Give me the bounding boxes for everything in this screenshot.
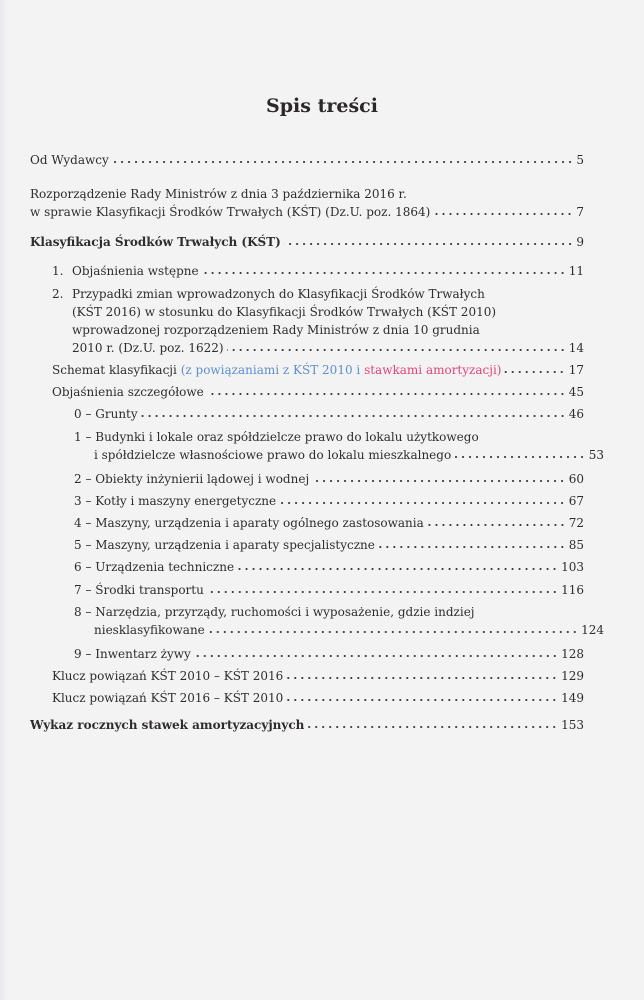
toc-entry-title-line: Rozporządzenie Rady Ministrów z dnia 3 października 2016 r. <box>30 187 407 201</box>
toc-entry-kotly[interactable] <box>74 492 584 510</box>
toc-page-number: 128 <box>561 647 584 661</box>
toc-entry-obiekty[interactable] <box>74 470 584 488</box>
toc-page-number: 149 <box>561 691 584 705</box>
toc-page-number: 14 <box>568 341 584 355</box>
toc-entry-schemat-klasyfikacji[interactable] <box>52 361 584 379</box>
toc-entry-przypadki-zmian[interactable] <box>52 285 584 357</box>
page-title: Spis treści <box>266 95 378 117</box>
toc-entry-title: 4 – Maszyny, urządzenia i aparaty ogólnego zastosowania <box>74 516 424 530</box>
toc-entry-title: 9 – Inwentarz żywy <box>74 647 191 661</box>
toc-page-number: 72 <box>568 516 584 530</box>
toc-page-number: 129 <box>561 669 584 683</box>
toc-page-number: 85 <box>568 538 584 552</box>
leader-dots <box>312 473 566 483</box>
toc-entry-title-line: niesklasyfikowane <box>94 623 205 637</box>
toc-entry-rozporzadzenie[interactable] <box>30 185 584 221</box>
toc-entry-title: Klasyfikacja Środków Trwałych (KŚT) <box>30 235 281 249</box>
toc-page-number: 53 <box>588 448 604 462</box>
toc-entry-title-line: Przypadki zmian wprowadzonych do Klasyfikacji Środków Trwałych <box>72 287 485 301</box>
toc-page-number: 45 <box>568 385 584 399</box>
toc-page-number: 17 <box>568 363 584 377</box>
toc-entry-narzedzia[interactable] <box>74 603 604 639</box>
toc-entry-urzadzenia-techniczne[interactable] <box>74 558 584 576</box>
leader-dots <box>227 342 566 352</box>
toc-page-number: 11 <box>568 264 584 278</box>
leader-dots <box>207 584 558 594</box>
toc-entry-title: 2 – Obiekty inżynierii lądowej i wodnej <box>74 472 310 486</box>
toc-entry-title: Od Wydawcy <box>30 153 109 167</box>
leader-dots <box>112 154 574 164</box>
toc-entry-title-line: w sprawie Klasyfikacji Środków Trwałych (KŚT) (Dz.U. poz. 1864) <box>30 205 431 219</box>
toc-entry-title: Klucz powiązań KŚT 2016 – KŚT 2010 <box>52 691 284 705</box>
toc-entry-wykaz-stawek[interactable] <box>30 716 584 734</box>
toc-entry-maszyny-ogolne[interactable] <box>74 514 584 532</box>
toc-entry-title-line: i spółdzielcze własnościowe prawo do lokalu mieszkalnego <box>94 448 452 462</box>
toc-entry-maszyny-specjalistyczne[interactable] <box>74 536 584 554</box>
toc-page-number: 9 <box>576 235 584 249</box>
toc-page-number: 153 <box>561 718 584 732</box>
toc-entry-title: 5 – Maszyny, urządzenia i aparaty specjalistyczne <box>74 538 375 552</box>
toc-page-number: 60 <box>568 472 584 486</box>
leader-dots <box>237 561 558 571</box>
leader-dots <box>433 206 573 216</box>
toc-entry-title: Wykaz rocznych stawek amortyzacyjnych <box>30 718 305 732</box>
toc-entry-grunty[interactable] <box>74 405 584 423</box>
toc-entry-title: Objaśnienia wstępne <box>72 264 199 278</box>
toc-entry-klucz-2010-2016[interactable] <box>52 667 584 685</box>
leader-dots <box>378 539 566 549</box>
toc-entry-objasnienia-szczegolowe[interactable] <box>52 383 584 401</box>
toc-page-number: 67 <box>568 494 584 508</box>
toc-entry-klucz-2016-2010[interactable] <box>52 689 584 707</box>
toc-entry-title: Objaśnienia szczegółowe <box>52 385 204 399</box>
toc-entry-title: 7 – Środki transportu <box>74 583 204 597</box>
schemat-links-note: (z powiązaniami z KŚT 2010 i <box>180 363 361 377</box>
toc-entry-title-line: 2010 r. (Dz.U. poz. 1622) <box>72 341 224 355</box>
toc-entry-inwentarz-zywy[interactable] <box>74 645 584 663</box>
leader-dots <box>286 692 558 702</box>
leader-dots <box>207 386 566 396</box>
leader-dots <box>194 648 558 658</box>
toc-entry-title: 0 – Grunty <box>74 407 138 421</box>
leader-dots <box>286 670 558 680</box>
leader-dots <box>202 265 566 275</box>
toc-entry-srodki-transportu[interactable] <box>74 581 584 599</box>
toc-entry-title-line: 1 – Budynki i lokale oraz spółdzielcze prawo do lokalu użytkowego <box>74 430 479 444</box>
toc-entry-title-line: (KŚT 2016) w stosunku do Klasyfikacji Środków Trwałych (KŚT 2010) <box>72 305 497 319</box>
schemat-title: Schemat klasyfikacji <box>52 363 177 377</box>
leader-dots <box>284 236 574 246</box>
toc-entry-title: 6 – Urządzenia techniczne <box>74 560 235 574</box>
leader-dots <box>504 364 565 374</box>
leader-dots <box>427 517 566 527</box>
toc-entry-budynki[interactable] <box>74 428 604 464</box>
leader-dots <box>279 495 566 505</box>
toc-page-number: 124 <box>581 623 604 637</box>
toc-entry-klasyfikacja[interactable] <box>30 233 584 251</box>
leader-dots <box>141 408 566 418</box>
toc-entry-title <box>52 361 501 379</box>
toc-entry-title: Klucz powiązań KŚT 2010 – KŚT 2016 <box>52 669 284 683</box>
toc-page-number: 116 <box>561 583 584 597</box>
leader-dots <box>307 719 558 729</box>
leader-dots <box>208 624 578 634</box>
toc-entry-objasnienia-wstepne[interactable] <box>52 262 584 280</box>
toc-page-number: 5 <box>576 153 584 167</box>
schemat-rates-note: stawkami amortyzacji) <box>364 363 502 377</box>
toc-entry-od-wydawcy[interactable] <box>30 151 584 169</box>
toc-page-number: 7 <box>576 205 584 219</box>
toc-entry-number: 1. <box>52 264 64 278</box>
toc-entry-title: 3 – Kotły i maszyny energetyczne <box>74 494 277 508</box>
leader-dots <box>454 449 586 459</box>
toc-entry-title-line: 8 – Narzędzia, przyrządy, ruchomości i wyposażenie, gdzie indziej <box>74 605 475 619</box>
toc-page-number: 46 <box>568 407 584 421</box>
toc-entry-number: 2. <box>52 287 64 301</box>
toc-page-number: 103 <box>561 560 584 574</box>
toc-entry-title-line: wprowadzonej rozporządzeniem Rady Ministrów z dnia 10 grudnia <box>72 323 480 337</box>
